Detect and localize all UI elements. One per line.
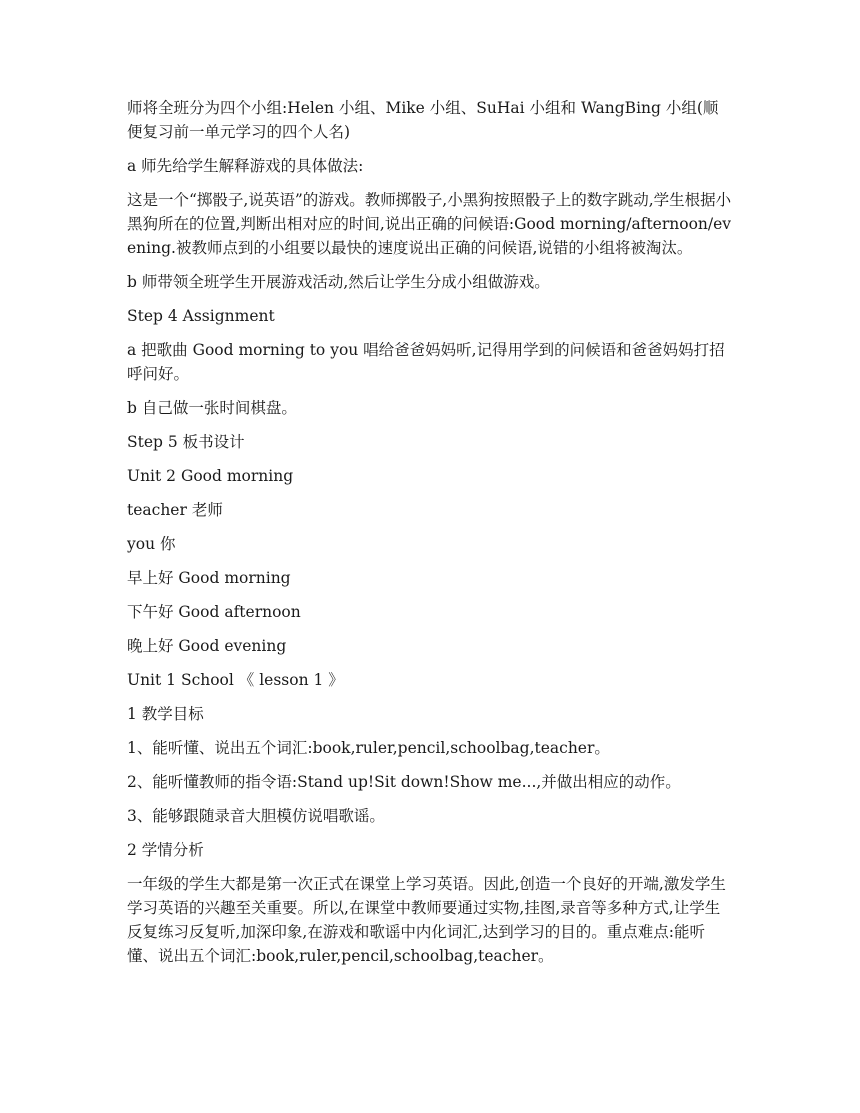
objective-1: 1、能听懂、说出五个词汇:book,ruler,pencil,schoolbag,teacher。 [127, 739, 610, 757]
unit-1-heading: Unit 1 School 《 lesson 1 》 [127, 671, 344, 689]
document-body [127, 96, 733, 978]
board-line-evening: 晚上好 Good evening [127, 637, 287, 655]
step-4-heading: Step 4 Assignment [127, 307, 275, 325]
step-5-heading: Step 5 板书设计 [127, 433, 245, 451]
analysis-heading: 2 学情分析 [127, 841, 204, 859]
paragraph-group-division: 师将全班分为四个小组:Helen 小组、Mike 小组、SuHai 小组和 WangBing 小组(顺便复习前一单元学习的四个人名) [127, 99, 719, 141]
objective-2: 2、能听懂教师的指令语:Stand up!Sit down!Show me...,并做出相应的动作。 [127, 773, 681, 791]
analysis-paragraph: 一年级的学生大都是第一次正式在课堂上学习英语。因此,创造一个良好的开端,激发学生学习英语的兴趣至关重要。所以,在课堂中教师要通过实物,挂图,录音等多种方式,让学生反复练习反复听,加深印象,在游戏和歌谣中内化词汇,达到学习的目的。重点难点:能听懂、说出五个词汇:book,ruler,pencil,schoolbag,teacher。 [127, 875, 726, 965]
paragraph-game-intro: a 师先给学生解释游戏的具体做法: [127, 157, 364, 175]
assignment-a: a 把歌曲 Good morning to you 唱给爸爸妈妈听,记得用学到的问候语和爸爸妈妈打招呼问好。 [127, 341, 725, 383]
board-line-afternoon: 下午好 Good afternoon [127, 603, 301, 621]
paragraph-game-rules: 这是一个“掷骰子,说英语”的游戏。教师掷骰子,小黑狗按照骰子上的数字跳动,学生根据小黑狗所在的位置,判断出相对应的时间,说出正确的问候语:Good morning/afternoon/evening.被教师点到的小组要以最快的速度说出正确的问候语,说错的小组将被淘汰。 [127, 191, 732, 257]
board-line-you: you 你 [127, 535, 176, 553]
board-unit-title: Unit 2 Good morning [127, 467, 294, 485]
objective-3: 3、能够跟随录音大胆模仿说唱歌谣。 [127, 807, 385, 825]
board-line-morning: 早上好 Good morning [127, 569, 291, 587]
paragraph-game-activity: b 师带领全班学生开展游戏活动,然后让学生分成小组做游戏。 [127, 273, 550, 291]
assignment-b: b 自己做一张时间棋盘。 [127, 399, 297, 417]
objectives-heading: 1 教学目标 [127, 705, 204, 723]
board-line-teacher: teacher 老师 [127, 501, 223, 519]
